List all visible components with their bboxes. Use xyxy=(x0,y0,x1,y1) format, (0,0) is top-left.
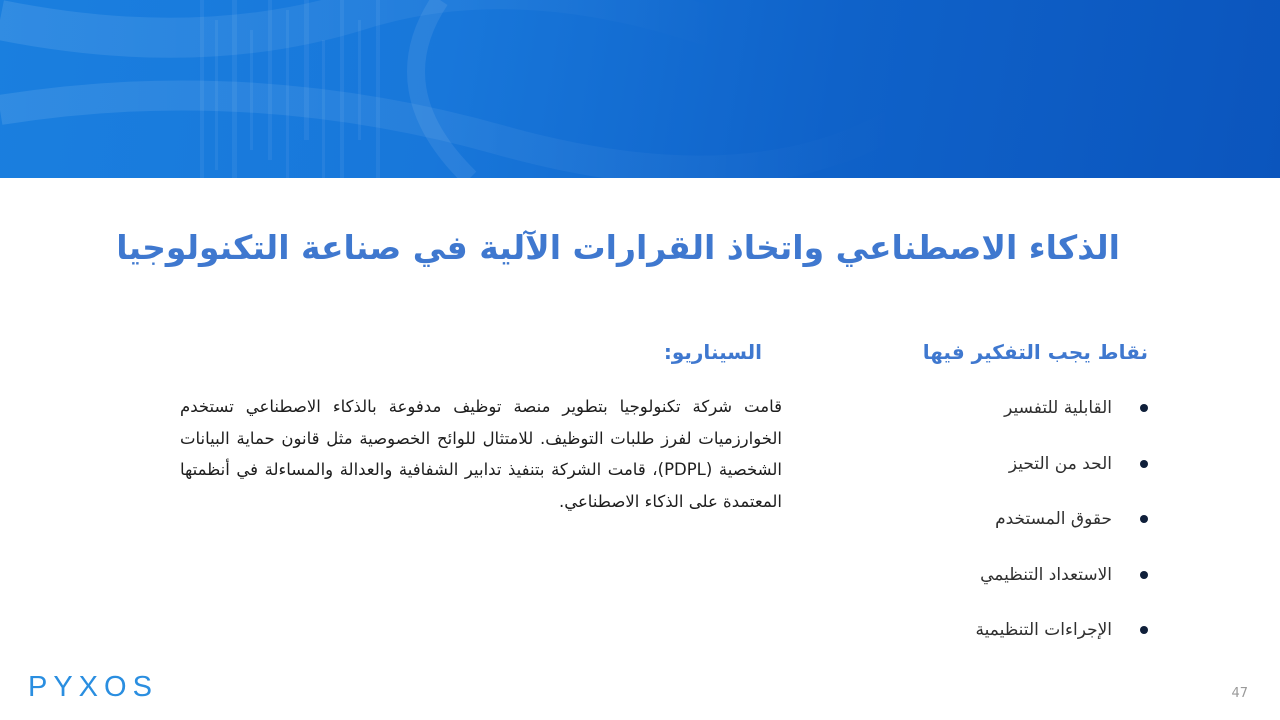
point-label: القابلية للتفسير xyxy=(1004,398,1112,418)
pyxos-logo xyxy=(28,667,158,707)
bullet-icon xyxy=(1140,460,1148,468)
header-banner xyxy=(0,0,1280,178)
scenario-text: قامت شركة تكنولوجيا بتطوير منصة توظيف مدفوعة بالذكاء الاصطناعي تستخدم الخوارزميات لفرز طلبات التوظيف. للامتثال للوائح الخصوصية مثل قانون حماية البيانات الشخصية (PDPL)، قامت الشركة بتنفيذ تدابير الشفافية والعدالة والمساءلة في أنظمتها المعتمدة على الذكاء الاصطناعي. xyxy=(180,397,782,511)
list-item xyxy=(888,499,1148,555)
logo-text-o: O xyxy=(104,671,133,703)
point-label: الحد من التحيز xyxy=(1008,453,1112,474)
list-item xyxy=(888,444,1148,500)
bullet-icon xyxy=(1140,404,1148,412)
bullet-icon xyxy=(1140,515,1148,523)
list-item xyxy=(888,388,1148,444)
scenario-heading: السيناريو: xyxy=(663,340,762,364)
list-item xyxy=(888,555,1148,611)
points-list xyxy=(888,388,1148,666)
banner-texture xyxy=(0,0,1280,178)
point-label: حقوق المستخدم xyxy=(995,509,1112,529)
bullet-icon xyxy=(1140,571,1148,579)
points-heading: نقاط يجب التفكير فيها xyxy=(922,340,1148,364)
bullet-icon xyxy=(1140,626,1148,634)
point-label: الاستعداد التنظيمي xyxy=(980,564,1112,585)
list-item xyxy=(888,610,1148,666)
logo-o-mark xyxy=(104,667,133,707)
page-number: 47 xyxy=(1231,686,1248,701)
point-label: الإجراءات التنظيمية xyxy=(975,620,1112,640)
logo-text-start: PYX xyxy=(28,671,105,703)
logo-text-end: S xyxy=(132,671,158,703)
slide-title: الذكاء الاصطناعي واتخاذ القرارات الآلية في صناعة التكنولوجيا xyxy=(116,228,1120,267)
